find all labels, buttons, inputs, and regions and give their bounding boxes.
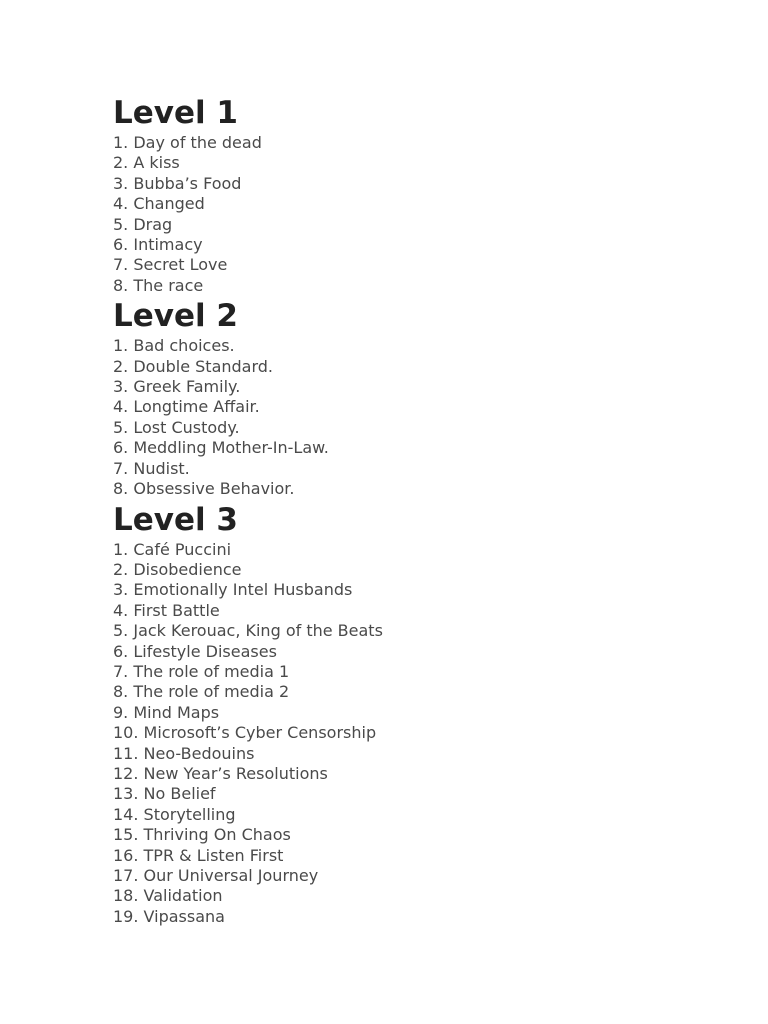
list-item: 6. Intimacy [113, 235, 203, 255]
list-item: 5. Jack Kerouac, King of the Beats [113, 621, 383, 641]
list-item: 3. Bubba’s Food [113, 173, 242, 193]
list-item: 13. No Belief [113, 784, 216, 804]
list-item: 15. Thriving On Chaos [113, 825, 291, 845]
level-2-heading: Level 2 [113, 298, 238, 335]
list-item: 8. The race [113, 275, 204, 295]
list-item: 2. A kiss [113, 153, 180, 173]
list-item: 1. Café Puccini [113, 539, 232, 559]
list-item: 8. The role of media 2 [113, 682, 290, 702]
list-item: 3. Greek Family. [113, 377, 241, 397]
list-item: 7. Nudist. [113, 458, 190, 478]
list-item: 8. Obsessive Behavior. [113, 479, 295, 499]
list-item: 10. Microsoft’s Cyber Censorship [113, 723, 377, 743]
list-item: 5. Drag [113, 214, 173, 234]
level-1-list [113, 133, 713, 296]
level-3-section [113, 500, 713, 928]
list-item: 1. Day of the dead [113, 133, 262, 152]
list-item: 6. Lifestyle Diseases [113, 641, 277, 661]
list-item: 5. Lost Custody. [113, 417, 240, 437]
list-item: 7. Secret Love [113, 255, 228, 275]
level-1-section [113, 93, 713, 296]
list-item: 2. Double Standard. [113, 356, 274, 376]
list-item: 17. Our Universal Journey [113, 866, 319, 885]
list-item: 9. Mind Maps [113, 702, 220, 722]
list-item: 1. Bad choices. [113, 336, 235, 356]
level-3-heading: Level 3 [113, 501, 238, 538]
level-2-list [113, 336, 713, 499]
list-item: 4. Longtime Affair. [113, 397, 260, 417]
list-item: 16. TPR & Listen First [113, 845, 284, 865]
list-item: 4. Changed [113, 194, 205, 214]
list-item: 2. Disobedience [113, 559, 242, 579]
document-page [113, 93, 713, 927]
list-item: 12. New Year’s Resolutions [113, 763, 328, 783]
list-item: 7. The role of media 1 [113, 661, 290, 681]
list-item: 3. Emotionally Intel Husbands [113, 580, 353, 600]
list-item: 4. First Battle [113, 600, 220, 620]
list-item: 14. Storytelling [113, 804, 236, 824]
level-3-list [113, 540, 713, 928]
list-item: 11. Neo-Bedouins [113, 743, 255, 763]
list-item: 19. Vipassana [113, 906, 225, 926]
list-item: 18. Validation [113, 886, 223, 906]
list-item: 6. Meddling Mother-In-Law. [113, 438, 329, 458]
level-1-heading: Level 1 [113, 95, 238, 131]
level-2-section [113, 296, 713, 499]
